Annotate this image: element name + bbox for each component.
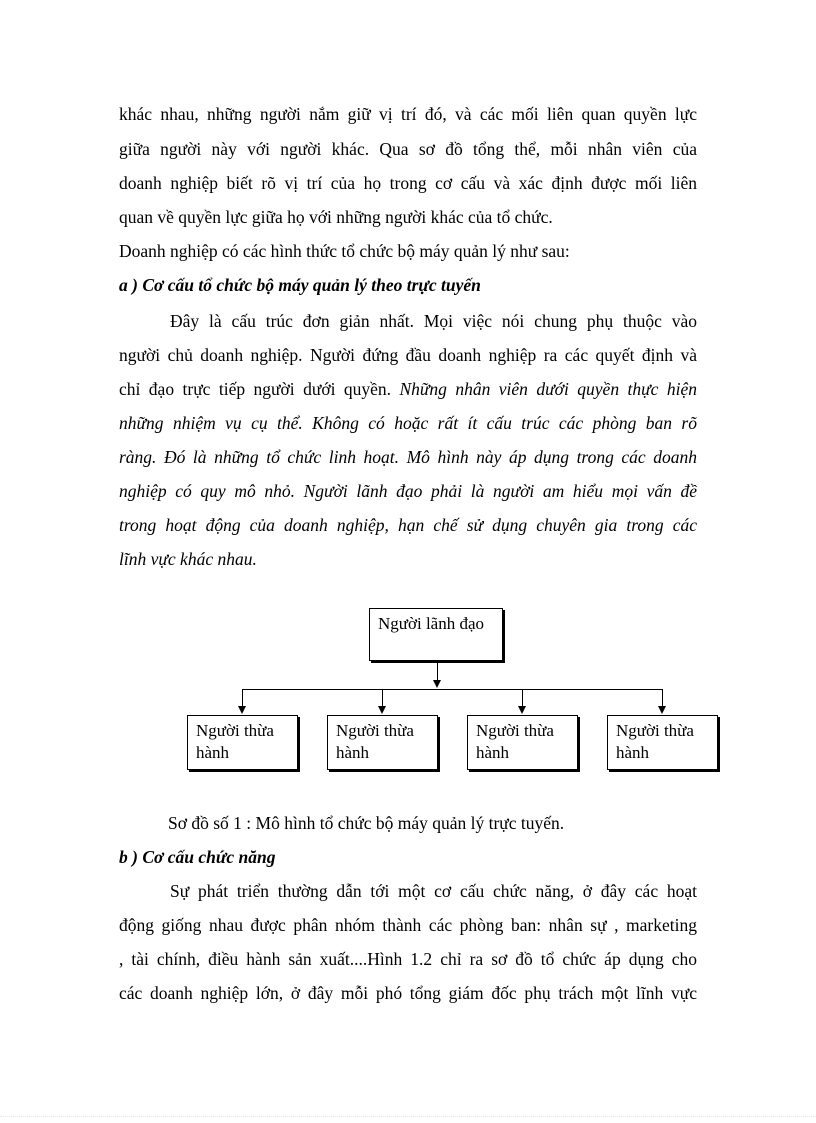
paragraph-line: , tài chính, điều hành sản xuất....Hình 1.2 chỉ ra sơ đồ tổ chức áp dụng cho xyxy=(119,949,697,969)
arrow-down-icon xyxy=(378,706,386,714)
paragraph-line: nghiệp có quy mô nhỏ. Người lãnh đạo phải là người am hiểu mọi vấn đề xyxy=(119,481,697,501)
paragraph-line: động giống nhau được phân nhóm thành các phòng ban: nhân sự , marketing xyxy=(119,915,697,935)
paragraph-line: những nhiệm vụ cụ thể. Không có hoặc rất ít cấu trúc các phòng ban rõ xyxy=(119,413,697,433)
subordinate-label: hành xyxy=(336,743,370,762)
subordinate-label: Người thừa xyxy=(196,721,274,740)
paragraph-line: các doanh nghiệp lớn, ở đây mỗi phó tổng giám đốc phụ trách một lĩnh vực xyxy=(119,983,697,1003)
subordinate-box xyxy=(467,715,578,770)
paragraph-line: Đây là cấu trúc đơn giản nhất. Mọi việc nói chung phụ thuộc vào xyxy=(170,311,697,331)
paragraph-line: Sự phát triển thường dẫn tới một cơ cấu chức năng, ở đây các hoạt xyxy=(170,881,697,901)
paragraph-text-italic: Những nhân viên dưới quyền thực hiện xyxy=(399,379,697,399)
paragraph-line: doanh nghiệp biết rõ vị trí của họ trong cơ cấu và xác định được mối liên xyxy=(119,173,697,193)
subordinate-box xyxy=(327,715,438,770)
arrow-down-icon xyxy=(433,680,441,688)
subordinate-label: hành xyxy=(616,743,650,762)
paragraph-line: trong hoạt động của doanh nghiệp, hạn chế sử dụng chuyên gia trong các xyxy=(119,515,697,535)
section-heading-b: b ) Cơ cấu chức năng xyxy=(119,847,276,867)
diagram-caption: Sơ đồ số 1 : Mô hình tổ chức bộ máy quản lý trực tuyến. xyxy=(168,813,565,833)
subordinate-label: Người thừa xyxy=(616,721,694,740)
paragraph-line: giữa người này với người khác. Qua sơ đồ tổng thể, mỗi nhân viên của xyxy=(119,139,697,159)
section-heading-a: a ) Cơ cấu tổ chức bộ máy quản lý theo trực tuyến xyxy=(119,275,481,295)
arrow-down-icon xyxy=(518,706,526,714)
subordinate-label: Người thừa xyxy=(336,721,414,740)
subordinate-box xyxy=(607,715,718,770)
arrow-down-icon xyxy=(658,706,666,714)
paragraph-line: ràng. Đó là những tổ chức linh hoạt. Mô hình này áp dụng trong các doanh xyxy=(119,447,697,467)
paragraph-line: người chủ doanh nghiệp. Người đứng đầu doanh nghiệp ra các quyết định và xyxy=(119,345,697,365)
arrow-down-icon xyxy=(238,706,246,714)
paragraph-line: lĩnh vực khác nhau. xyxy=(119,549,257,569)
paragraph-line: quan về quyền lực giữa họ với những người khác của tổ chức. xyxy=(119,207,553,227)
paragraph-line: khác nhau, những người nắm giữ vị trí đó, và các mối liên quan quyền lực xyxy=(119,104,697,124)
connector-line xyxy=(242,689,663,690)
leader-box xyxy=(369,608,503,661)
subordinate-label: hành xyxy=(476,743,510,762)
paragraph-line xyxy=(119,378,697,400)
subordinate-box xyxy=(187,715,298,770)
subordinate-label: Người thừa xyxy=(476,721,554,740)
paragraph-text: chỉ đạo trực tiếp người dưới quyền. xyxy=(119,379,400,399)
leader-label: Người lãnh đạo xyxy=(378,614,485,633)
page-bottom-divider xyxy=(0,1116,816,1119)
subordinate-label: hành xyxy=(196,743,230,762)
intro-line: Doanh nghiệp có các hình thức tổ chức bộ máy quản lý như sau: xyxy=(119,241,570,261)
